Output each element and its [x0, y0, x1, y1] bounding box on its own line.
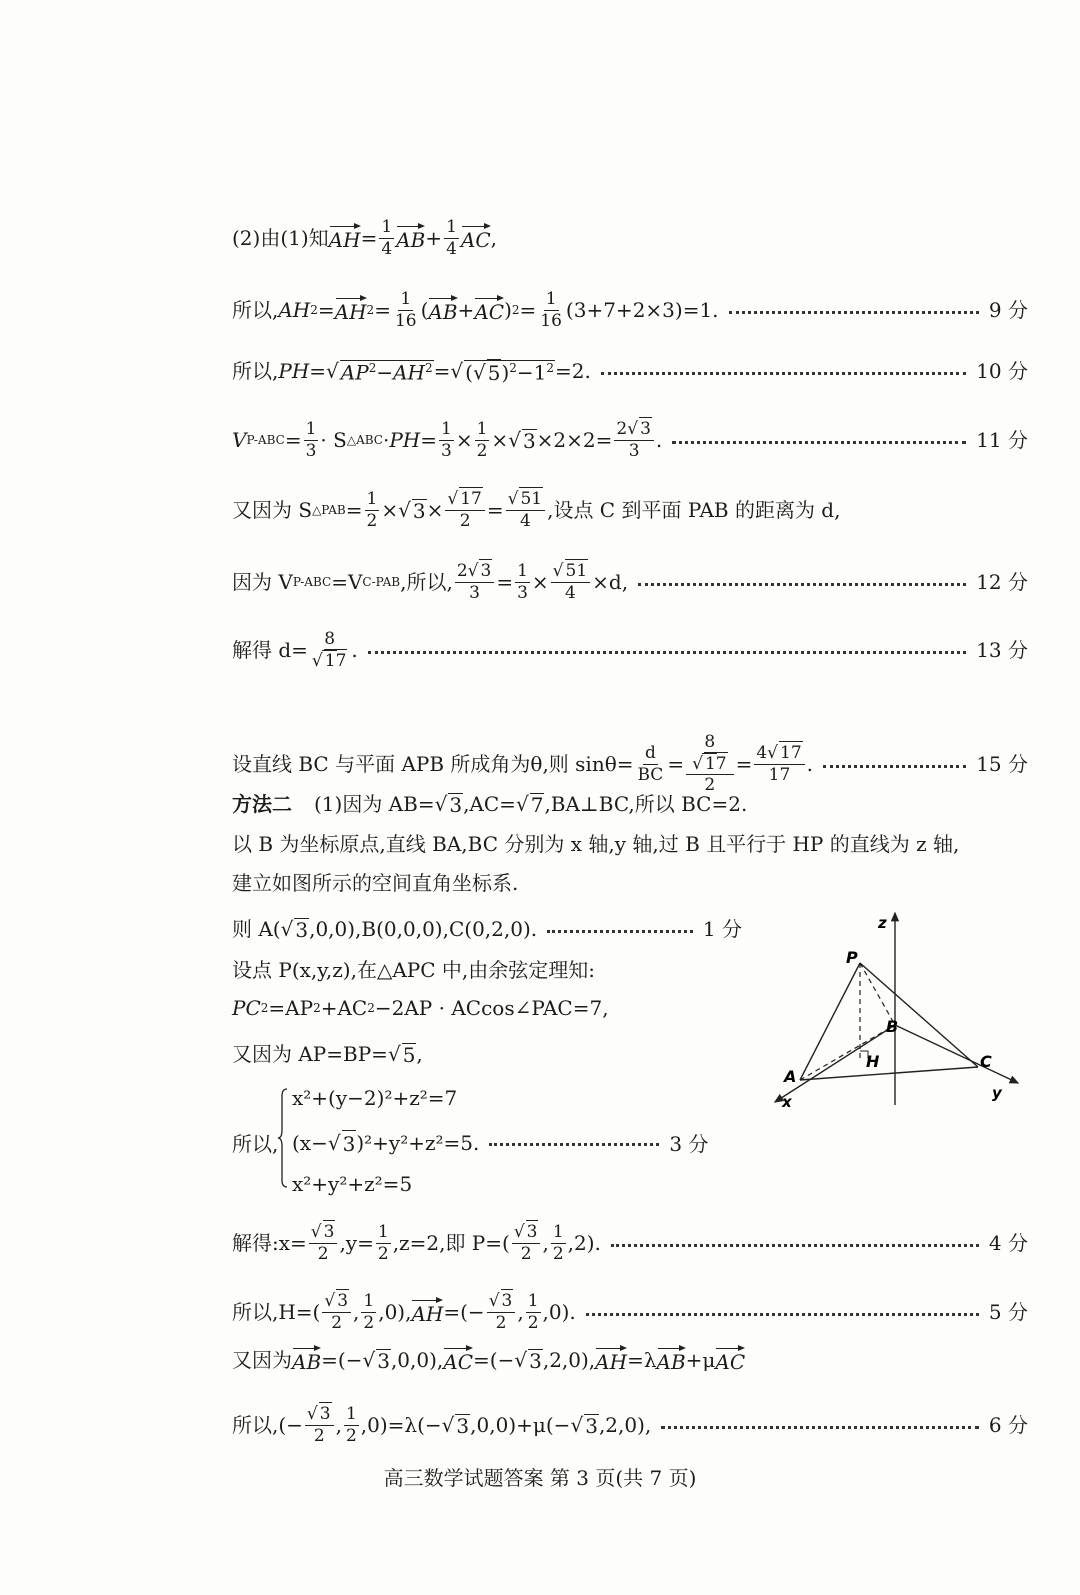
subscript: △PAB	[312, 503, 346, 518]
score-label: 15 分	[976, 752, 1028, 777]
solution-line: 所以, PH = √ $AP^2-AH^2$ = √ (√ $5)^2-1^2$ =2. 10 分	[232, 359, 1028, 385]
y-axis	[895, 1025, 1018, 1083]
text: PH	[389, 428, 421, 453]
vector: AC	[443, 1350, 474, 1374]
text: ,	[490, 226, 497, 251]
numerator: 4√ 17	[754, 744, 804, 765]
fraction	[304, 420, 319, 460]
numerator: 1	[517, 561, 528, 581]
numerator: d	[644, 742, 656, 763]
fraction	[636, 744, 666, 784]
score-label: 9 分	[988, 298, 1028, 323]
denominator: 2	[366, 510, 378, 531]
numerator: √ 51	[551, 562, 590, 583]
text: AP	[340, 360, 369, 385]
denominator: 3	[441, 440, 452, 461]
text: −1	[516, 360, 547, 385]
text: ×	[491, 428, 509, 453]
dotted-leader	[823, 765, 966, 768]
text: 设直线 BC 与平面 APB 所成角为θ,则 sinθ=	[232, 752, 634, 777]
sqrt-radicand: 17	[460, 489, 482, 509]
denominator: 2	[313, 1425, 325, 1446]
denominator: 2	[520, 1243, 532, 1264]
label-z: z	[878, 914, 887, 932]
solution-line: 又因为 S △PAB = $\frac{1}{2}$ × √ 3 × $\frac{√ 17}{2}$ = $\frac{√ 51}{4}$ ,设点 C 到平面 PAB 的距离为 d,	[232, 489, 841, 531]
label-A: A	[784, 1067, 797, 1086]
text: ,	[542, 1231, 549, 1256]
numerator	[686, 733, 733, 775]
numerator: 1	[400, 289, 412, 309]
dotted-leader	[601, 372, 966, 375]
text: 建立如图所示的空间直角坐标系.	[232, 871, 519, 895]
numerator: 1	[476, 419, 488, 439]
text: )	[504, 298, 512, 323]
text: )²+y²+z²=5.	[356, 1130, 480, 1155]
label-x: x	[782, 1093, 792, 1111]
denominator: 16	[394, 310, 417, 331]
text: 4	[756, 742, 768, 763]
dotted-leader	[368, 651, 966, 654]
fraction	[475, 420, 490, 460]
page-footer: 高三数学试题答案 第 3 页(共 7 页)	[383, 1466, 697, 1490]
numerator: √ 3	[487, 1292, 516, 1313]
sqrt-radicand: 3	[319, 1404, 331, 1424]
text: (2)由(1)知	[232, 226, 329, 251]
numerator: 2√ 3	[455, 562, 495, 583]
solution-line: 方法二 (1)因为 AB= √ 3 ,AC= √ 7 ,BA⊥BC,所以 BC=2.	[232, 792, 748, 817]
text: PH	[278, 359, 310, 384]
vector: AH	[411, 1302, 444, 1327]
denominator: 3	[469, 582, 480, 603]
sqrt-radicand: 3	[640, 419, 651, 439]
sqrt-radicand: 3	[585, 1414, 598, 1439]
text: +AC	[320, 996, 368, 1020]
solution-line	[232, 1223, 1028, 1263]
text: V	[232, 428, 247, 453]
numerator: 1	[552, 1222, 564, 1242]
text: 所以,(−	[232, 1413, 303, 1438]
text: −2AP · ACcos∠PAC=7,	[374, 996, 609, 1020]
text: )	[501, 360, 510, 385]
score-label: 1 分	[702, 917, 742, 941]
fraction	[487, 1292, 516, 1332]
denominator: 2	[552, 1243, 564, 1264]
text: =	[309, 359, 327, 384]
text: ,	[335, 1413, 342, 1438]
numerator: 8	[704, 732, 716, 752]
numerator: 1	[446, 217, 457, 237]
vector: AC	[460, 228, 491, 253]
solution-line	[232, 218, 497, 258]
text: =AP	[268, 996, 314, 1020]
denominator: 2	[704, 775, 716, 796]
text: 解得 d=	[232, 638, 308, 663]
denominator: √ 17	[311, 650, 347, 671]
sqrt-radicand: 3	[529, 1349, 542, 1373]
text: =	[496, 570, 514, 595]
fraction	[444, 218, 459, 258]
vector: AH	[334, 300, 367, 325]
fraction	[305, 1405, 334, 1445]
denominator: √ 17	[692, 753, 727, 774]
denominator: 4	[519, 510, 531, 531]
text: ,0)=λ(−	[360, 1413, 442, 1438]
subscript: P-ABC	[246, 433, 285, 448]
sqrt-radicand: 5	[487, 360, 501, 385]
fraction	[506, 490, 545, 530]
text: 2	[456, 561, 468, 581]
score-label: 6 分	[988, 1413, 1028, 1438]
text: ,BA⊥BC,所以 BC=2.	[544, 792, 748, 816]
equation: x²+y²+z²=5	[292, 1172, 413, 1196]
sqrt-radicand: 7	[530, 793, 544, 817]
text: =2.	[555, 359, 591, 384]
vector: AB	[396, 228, 426, 253]
text: ×2×2=	[536, 428, 613, 453]
text: =	[486, 498, 504, 523]
solution-line: 所以,(− $\frac{√ 3}{2}$ , $\frac{1}{2}$ ,0)=λ(− √ 3 ,0,0)+μ(− √ 3 ,2,0), 6 分	[232, 1404, 1028, 1446]
text: =(−	[443, 1300, 485, 1325]
text: 又因为	[232, 1348, 292, 1372]
solution-line	[232, 733, 1028, 795]
subscript: △ABC	[346, 433, 383, 448]
text: (1)因为 AB=	[314, 792, 435, 816]
text: =	[345, 498, 363, 523]
solution-line	[232, 562, 1028, 602]
text: 所以,	[232, 298, 279, 323]
text: +	[425, 226, 443, 251]
numerator: 1	[545, 289, 557, 309]
denominator: 4	[381, 238, 393, 259]
sqrt-radicand: 3	[323, 1222, 335, 1242]
fraction	[344, 1405, 359, 1445]
text: 解得:x=	[232, 1231, 307, 1256]
text: · S	[320, 428, 347, 453]
sqrt-radicand: 3	[526, 1222, 538, 1242]
solution-line	[232, 630, 1028, 670]
sqrt-radicand: (√ $5)^2-1^2$	[465, 360, 555, 385]
numerator: √ 3	[305, 1405, 334, 1426]
dotted-leader	[547, 930, 693, 933]
sqrt-radicand: 3	[342, 1131, 356, 1156]
text: (3+7+2×3)=1.	[565, 298, 719, 323]
numerator: 1	[305, 419, 317, 439]
text: ,2,0),	[542, 1348, 596, 1372]
score-label: 13 分	[976, 638, 1028, 663]
label-y: y	[992, 1084, 1002, 1102]
denominator: 2	[331, 1312, 343, 1333]
text: =	[433, 359, 451, 384]
text: =	[374, 298, 391, 323]
label-H: H	[866, 1052, 880, 1071]
sqrt-radicand: 3	[522, 429, 536, 454]
dotted-leader	[611, 1244, 979, 1247]
text: =(−	[473, 1348, 515, 1372]
fraction	[690, 733, 729, 773]
edge-PB	[860, 963, 895, 1025]
label-B: B	[886, 1017, 899, 1036]
solution-line	[232, 960, 595, 980]
text: ,2).	[567, 1231, 601, 1256]
dotted-leader	[586, 1313, 979, 1316]
denominator: 2	[495, 1312, 507, 1333]
text: ,所以,	[400, 570, 453, 595]
sqrt-radicand: 3	[501, 1291, 513, 1311]
numerator: 2√ 3	[614, 420, 654, 441]
numerator: 1	[527, 1291, 539, 1311]
text: ,0,0),B(0,0,0),C(0,2,0).	[309, 917, 538, 941]
fraction	[310, 630, 349, 670]
edge-PA	[800, 963, 860, 1080]
fraction	[309, 1223, 338, 1263]
text: 2	[616, 419, 628, 439]
dotted-leader	[489, 1143, 659, 1146]
text: =	[317, 298, 335, 323]
text: ,0,0),	[390, 1348, 444, 1372]
text: ,	[517, 1300, 524, 1325]
text: (	[420, 298, 429, 323]
solution-line: 又因为 AB =(− √ 3 ,0,0), AC =(− √ 3 ,2,0), AH =λ AB +μ AC	[232, 1348, 746, 1374]
denominator: 2	[527, 1312, 539, 1333]
solution-line	[232, 834, 959, 854]
sqrt-radicand: 17	[780, 742, 802, 763]
text: .	[655, 428, 663, 453]
fraction	[376, 1223, 391, 1263]
sqrt-radicand: 51	[520, 489, 543, 509]
fraction	[686, 733, 733, 795]
vector: AC	[715, 1350, 746, 1374]
denominator: 3	[305, 440, 317, 461]
text: 设点 P(x,y,z),在△APC 中,由余弦定理知:	[232, 958, 595, 982]
text: =(−	[321, 1348, 363, 1372]
text: 所以,H=(	[232, 1300, 321, 1325]
sqrt-radicand: 17	[704, 753, 727, 774]
label-P: P	[846, 948, 858, 967]
vector: AB	[656, 1350, 686, 1374]
text: ,0,0)+μ(−	[470, 1413, 571, 1438]
vector: AB	[292, 1350, 322, 1374]
score-label: 5 分	[988, 1300, 1028, 1325]
text: ,0),	[378, 1300, 412, 1325]
denominator: 4	[565, 582, 576, 603]
denominator: 17	[768, 764, 791, 785]
text: 又因为 AP=BP=	[232, 1042, 388, 1066]
solution-line: 则 A( √ 3 ,0,0),B(0,0,0),C(0,2,0). 1 分	[232, 917, 742, 942]
denominator: 2	[363, 1312, 375, 1333]
denominator: 2	[377, 1243, 389, 1264]
sqrt-radicand: 5	[402, 1043, 416, 1067]
left-brace	[278, 1088, 288, 1188]
sqrt-radicand: 3	[377, 1349, 390, 1373]
text: ·	[382, 428, 390, 453]
text: =	[360, 226, 378, 251]
fraction	[512, 1223, 541, 1263]
text: 所以,	[232, 1132, 279, 1156]
score-label: 12 分	[976, 570, 1028, 595]
fraction	[322, 1292, 351, 1332]
fraction	[365, 490, 380, 530]
text: 又因为 S	[232, 498, 313, 523]
solution-line: V P-ABC = $\frac{1}{3}$ · S △ABC · PH = $\frac{1}{3}$ × $\frac{1}{2}$ × √ 3 ×2×2= $\frac{2√ 3}{3}$ . 11 分	[232, 419, 1028, 461]
text: ,2,0),	[598, 1413, 652, 1438]
solution-line	[232, 873, 518, 893]
denominator: 4	[446, 238, 457, 259]
denominator: 2	[345, 1425, 357, 1446]
numerator: √ 51	[506, 490, 545, 511]
score-label: 4 分	[988, 1231, 1028, 1256]
text: ,y=	[339, 1231, 374, 1256]
dotted-leader	[672, 441, 966, 444]
text: AH	[278, 298, 311, 323]
text: =V	[331, 570, 363, 595]
text: =	[284, 428, 302, 453]
text: PC	[232, 996, 261, 1020]
text: ,0).	[542, 1300, 576, 1325]
numerator: 1	[345, 1404, 357, 1424]
numerator: √ 3	[309, 1223, 338, 1244]
vector: AH	[595, 1350, 628, 1374]
text: ,	[416, 1042, 423, 1066]
denominator: 2	[459, 510, 471, 531]
numerator: 8	[324, 629, 336, 649]
fraction	[379, 218, 394, 258]
text: −	[376, 360, 394, 385]
text: ×d,	[592, 570, 629, 595]
text: 以 B 为坐标原点,直线 BA,BC 分别为 x 轴,y 轴,过 B 且平行于 HP 的直线为 z 轴,	[232, 832, 960, 856]
text: ×	[426, 498, 444, 523]
solution-line: 又因为 AP=BP= √ 5 ,	[232, 1042, 423, 1067]
numerator: 1	[441, 419, 452, 439]
denominator: 2	[317, 1243, 329, 1264]
fraction	[526, 1292, 541, 1332]
sqrt-radicand: 3	[337, 1291, 349, 1311]
score-label: 3 分	[669, 1132, 709, 1156]
denominator: 3	[628, 440, 640, 461]
fraction	[614, 420, 654, 460]
numerator: 1	[366, 489, 378, 509]
vector: AC	[474, 300, 505, 325]
fraction	[455, 562, 495, 602]
sqrt-radicand: 3	[480, 561, 492, 581]
numerator: √ 17	[445, 490, 484, 511]
text: +	[457, 298, 475, 323]
text: ×	[381, 498, 399, 523]
text: ,AC=	[463, 792, 516, 816]
text: ,设点 C 到平面 PAB 的距离为 d,	[547, 498, 841, 523]
text: .	[806, 752, 814, 777]
text: =	[667, 752, 685, 777]
text: =	[420, 428, 437, 453]
numerator: √ 3	[322, 1292, 351, 1313]
dotted-leader	[729, 311, 979, 314]
sqrt-radicand: 3	[449, 793, 463, 817]
numerator: 1	[381, 217, 393, 237]
equation: x²+(y−2)²+z²=7	[292, 1086, 458, 1110]
solution-line	[232, 1292, 1028, 1332]
fraction	[445, 490, 484, 530]
text: 则 A(	[232, 917, 281, 941]
subscript: P-ABC	[292, 575, 332, 590]
fraction	[551, 562, 590, 602]
sqrt-radicand: 3	[412, 499, 426, 524]
dotted-leader	[638, 583, 966, 586]
denominator: BC	[637, 764, 664, 785]
denominator: 16	[540, 310, 562, 331]
score-label: 11 分	[976, 428, 1028, 453]
coordinate-figure	[760, 905, 1035, 1135]
numerator: 1	[363, 1291, 375, 1311]
score-label: 10 分	[976, 359, 1028, 384]
equation: (x− √ 3 )²+y²+z²=5. 3 分	[292, 1128, 708, 1157]
label-C: C	[980, 1052, 992, 1071]
text: 所以,	[232, 359, 279, 384]
fraction	[515, 562, 530, 602]
text: AH	[393, 360, 425, 385]
sqrt-radicand: 51	[565, 561, 588, 581]
equation-system	[232, 1080, 752, 1195]
vector: AH	[328, 228, 361, 253]
text: .	[351, 638, 358, 663]
sqrt-radicand: $AP^2-AH^2$	[340, 360, 433, 385]
text: ×	[531, 570, 549, 595]
vector: AB	[428, 300, 458, 325]
fraction	[551, 1223, 566, 1263]
fraction	[439, 420, 454, 460]
method-heading: 方法二	[232, 792, 292, 816]
numerator: 1	[377, 1222, 389, 1242]
subscript: C-PAB	[362, 575, 401, 590]
text: =λ	[627, 1348, 657, 1372]
sqrt-radicand: 3	[295, 918, 309, 942]
fraction	[361, 1292, 376, 1332]
text: =	[735, 752, 753, 777]
text: (x−	[292, 1130, 328, 1155]
text: (	[465, 360, 473, 385]
solution-line: 所以, AH 2 = AH 2 = $\frac{1}{16}$ ( AB + AC ) 2 = $\frac{1}{16}$ (3+7+2×3)=1. 9 分	[232, 289, 1028, 331]
solution-line: PC 2 =AP 2 +AC 2 −2AP · ACcos∠PAC=7,	[232, 996, 609, 1020]
text: 因为 V	[232, 570, 293, 595]
text: +μ	[685, 1348, 716, 1372]
fraction	[393, 290, 419, 330]
text: =	[519, 298, 537, 323]
sqrt-radicand: 3	[456, 1414, 470, 1439]
numerator: √ 3	[512, 1223, 541, 1244]
text: ,	[353, 1300, 360, 1325]
sqrt-radicand: 17	[324, 650, 347, 671]
denominator: 3	[517, 582, 528, 603]
text: ×	[455, 428, 473, 453]
denominator: 2	[476, 440, 488, 461]
dotted-leader	[661, 1426, 979, 1429]
fraction	[538, 290, 564, 330]
text: ,z=2,即 P=(	[392, 1231, 510, 1256]
fraction	[754, 744, 804, 784]
